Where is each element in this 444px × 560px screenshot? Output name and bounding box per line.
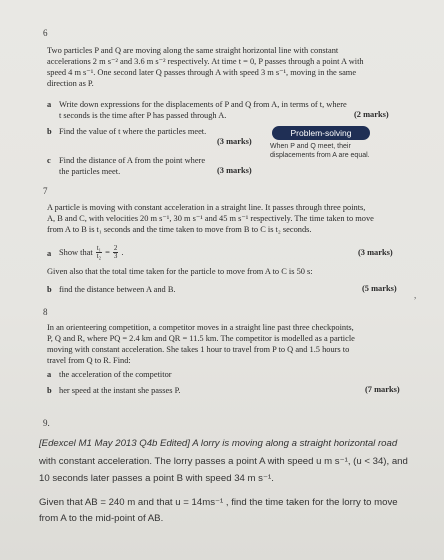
q6-part-c-line-2: the particles meet. bbox=[59, 167, 121, 176]
q8-part-b-text: her speed at the instant she passes P. bbox=[59, 386, 181, 395]
q6-part-c-marks: (3 marks) bbox=[217, 166, 252, 175]
q9-line-2: with constant acceleration. The lorry passes a point A with speed u m s⁻¹, (u < 34), and bbox=[39, 456, 408, 467]
q6-part-b-text: Find the value of t where the particles meet. bbox=[59, 127, 207, 136]
q6-part-a-line-1: Write down expressions for the displacements of P and Q from A, in terms of t, where bbox=[59, 100, 347, 109]
q7-part-a-statement bbox=[59, 243, 123, 261]
q7-part-a-prefix: Show that bbox=[59, 247, 93, 257]
q6-part-b-label: b bbox=[47, 127, 52, 136]
q7-intro-line-2: A, B and C, with velocities 20 m s⁻¹, 30 m s⁻¹ and 45 m s⁻¹ respectively. The time taken to move bbox=[47, 214, 374, 223]
question-7-number: 7 bbox=[43, 186, 48, 196]
q9-line-4: Given that AB = 240 m and that u = 14ms⁻¹ , find the time taken for the lorry to move bbox=[39, 497, 398, 508]
problem-solving-hint: When P and Q meet, their displacements from A are equal. bbox=[270, 143, 370, 159]
q6-intro-line-3: speed 4 m s⁻¹. One second later Q passes through A with speed 3 m s⁻¹, moving in the same bbox=[47, 68, 357, 77]
question-8-number: 8 bbox=[43, 307, 48, 317]
q7-given-text: Given also that the total time taken for the particle to move from A to C is 50 s: bbox=[47, 267, 313, 276]
q7-part-a-label: a bbox=[47, 249, 52, 258]
q9-line-5: from A to the mid-point of AB. bbox=[39, 513, 164, 524]
q8-part-b-marks: (7 marks) bbox=[365, 385, 400, 394]
q7-part-a-period: . bbox=[121, 247, 124, 257]
q9-line-3: 10 seconds later passes a point B with speed 34 m s⁻¹. bbox=[39, 473, 274, 484]
fraction-denominator-3: 3 bbox=[113, 251, 118, 260]
q6-intro-line-4: direction as P. bbox=[47, 79, 94, 88]
q6-part-c-line-1: Find the distance of A from the point where bbox=[59, 156, 206, 165]
equals-sign: = bbox=[105, 247, 110, 257]
question-6-number: 6 bbox=[43, 28, 48, 38]
q7-part-b-marks: (5 marks) bbox=[362, 284, 397, 293]
q6-part-a-marks: (2 marks) bbox=[354, 110, 389, 119]
q9-line-1: [Edexcel M1 May 2013 Q4b Edited] A lorry is moving along a straight horizontal road bbox=[39, 438, 398, 449]
fraction-numerator-t1: t₁ bbox=[96, 243, 102, 252]
q8-intro-line-2: P, Q and R, where PQ = 2.4 km and QR = 11.5 km. The competitor is modelled as a particle bbox=[47, 334, 355, 343]
q7-part-a-marks: (3 marks) bbox=[358, 248, 393, 257]
q6-part-a-line-2: t seconds is the time after P has passed through A. bbox=[59, 111, 227, 120]
q8-part-b-label: b bbox=[47, 386, 52, 395]
problem-solving-badge: Problem-solving bbox=[272, 126, 370, 140]
fraction-denominator-t2: t₂ bbox=[96, 251, 102, 260]
q6-part-b-marks: (3 marks) bbox=[217, 137, 252, 146]
q6-intro-line-1: Two particles P and Q are moving along the same straight horizontal line with constant bbox=[47, 46, 339, 55]
q6-part-c-label: c bbox=[47, 156, 51, 165]
q6-part-a-label: a bbox=[47, 100, 52, 109]
q6-intro-line-2: accelerations 2 m s⁻² and 3.6 m s⁻² respectively. At time t = 0, P passes through a point A with bbox=[47, 57, 364, 66]
q7-intro-line-3: from A to B is t₁ seconds and the time taken to move from B to C is t₂ seconds. bbox=[47, 225, 312, 234]
fraction-numerator-2: 2 bbox=[113, 243, 118, 252]
q8-intro-line-3: moving with constant acceleration. She takes 1 hour to travel from P to Q and 1.5 hours to bbox=[47, 345, 350, 354]
q7-part-b-text: find the distance between A and B. bbox=[59, 285, 176, 294]
q7-intro-line-1: A particle is moving with constant acceleration in a straight line. It passes through three points, bbox=[47, 203, 366, 212]
stray-pen-mark: , bbox=[414, 290, 417, 300]
q8-intro-line-1: In an orienteering competition, a competitor moves in a straight line past three checkpoints, bbox=[47, 323, 354, 332]
q7-part-b-label: b bbox=[47, 285, 52, 294]
t1-over-t2-fraction bbox=[96, 245, 102, 260]
q8-part-a-text: the acceleration of the competitor bbox=[59, 370, 172, 379]
q8-part-a-label: a bbox=[47, 370, 52, 379]
two-thirds-fraction bbox=[113, 245, 119, 260]
q8-intro-line-4: travel from Q to R. Find: bbox=[47, 356, 131, 365]
question-9-number: 9. bbox=[43, 418, 50, 428]
